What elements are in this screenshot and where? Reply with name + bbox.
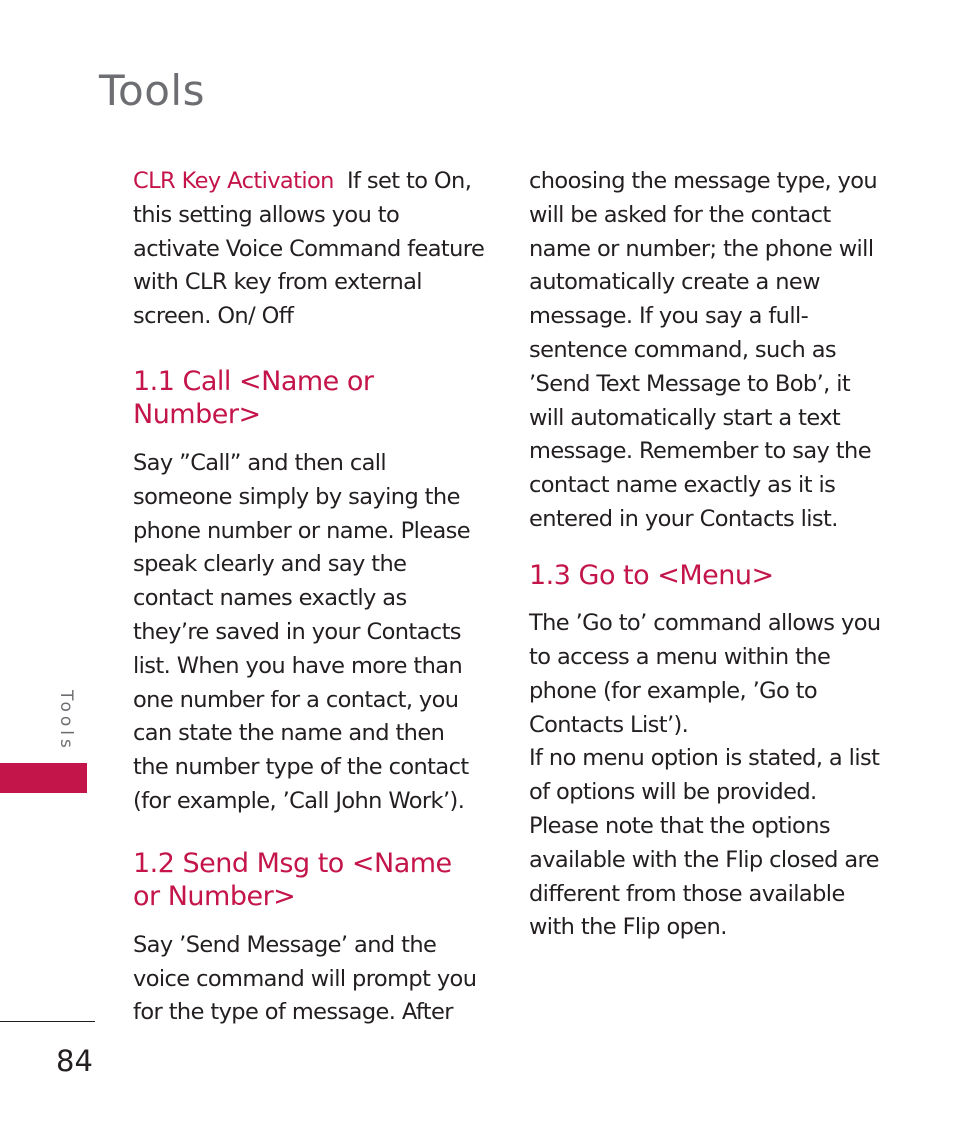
footer-divider [0,1021,95,1022]
section-heading-call: 1.1 Call <Name or Number> [133,365,374,431]
side-section-tab [0,763,87,793]
left-column [133,165,485,1030]
section-body-call: Say ”Call” and then call someone simply by saying the phone number or name. Please speak clearly and say the contact names exactly as they’re saved in your Contacts list. When you have more than one number for a contact, you can state the name and then the number type of the contact (for example, ’Call John Work’). [133,449,471,814]
section-body-send-msg-continued: choosing the message type, you will be asked for the contact name or number; the phone will automatically create a new message. If you say a full-sentence command, such as ’Send Text Message to Bob’, it will automatically start a text message. Remember to say the contact name exactly as it is entered in your Contacts list. [529,168,878,532]
intro-options: On/ Off [217,303,294,330]
page-number: 84 [56,1044,93,1078]
right-column [529,165,881,945]
section-heading-go-to: 1.3 Go to <Menu> [529,559,774,591]
section-body-go-to: The ’Go to’ command allows you to access a menu within the phone (for example, ’Go to Contacts List’). [529,610,881,738]
intro-paragraph [133,165,485,334]
intro-term: CLR Key Activation [133,168,334,194]
intro-text: If set to On, this setting allows you to activate Voice Command feature with CLR key from external screen. [133,168,485,330]
section-body-go-to-note: If no menu option is stated, a list of options will be provided. Please note that the options available with the Flip closed are different from those available with the Flip open. [529,745,880,941]
section-heading-send-msg: 1.2 Send Msg to <Name or Number> [133,847,452,913]
page-title: Tools [99,66,205,115]
side-section-label: Tools [56,690,76,752]
section-body-send-msg: Say ’Send Message’ and the voice command will prompt you for the type of message. After [133,931,477,1026]
